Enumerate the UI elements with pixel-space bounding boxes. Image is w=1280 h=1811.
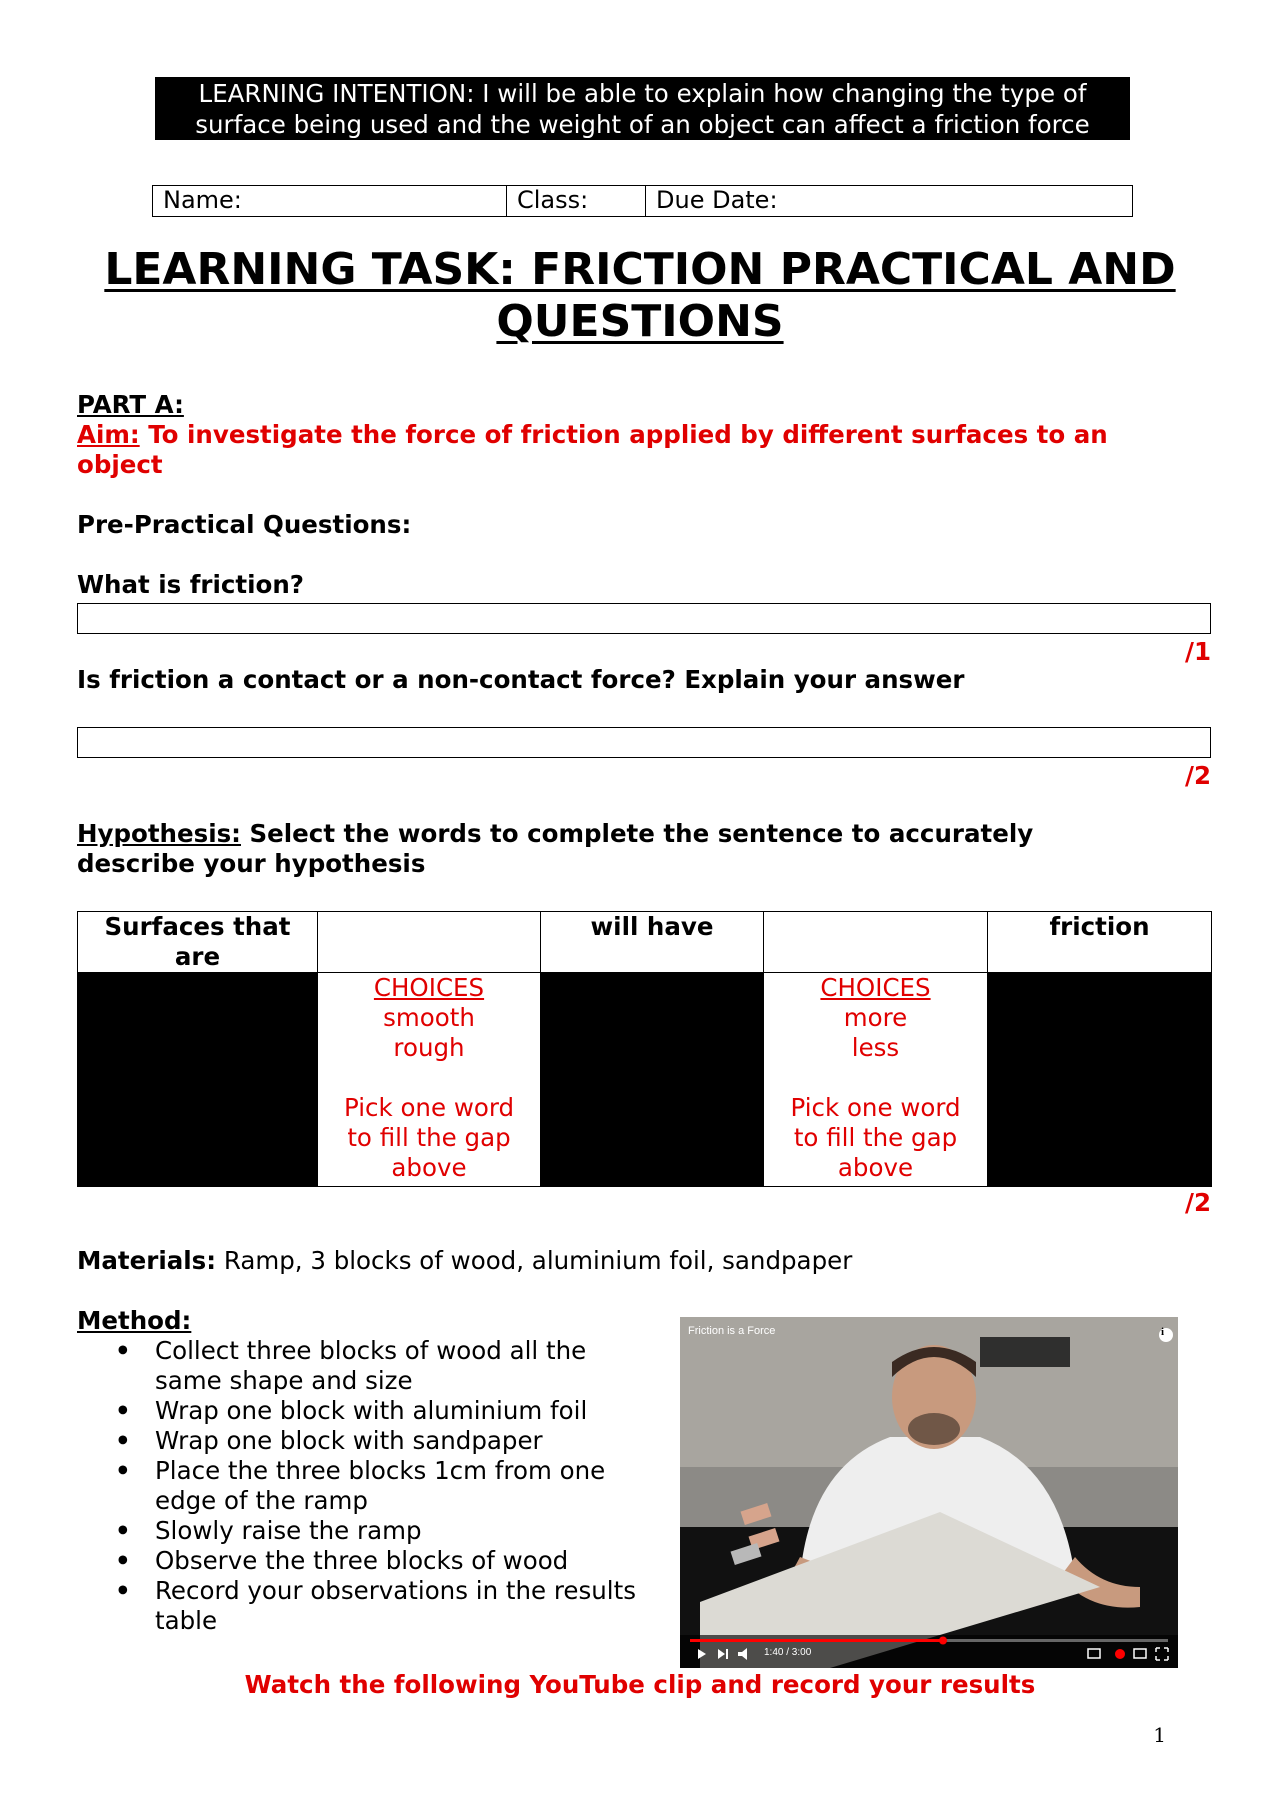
bullet-icon: • [115,1516,131,1545]
choices-surface [318,973,541,1187]
choices-title: CHOICES [820,973,931,1002]
hypothesis-table [77,911,1212,1187]
choice-hint: Pick one word [343,1093,515,1122]
student-info-row [152,185,1133,217]
learning-intention-line2: surface being used and the weight of an object can affect a friction force [195,110,1090,139]
choices-title: CHOICES [373,973,485,1002]
video-time: 1:40 / 3:00 [764,1647,812,1658]
hypothesis-instruction [77,819,1217,879]
answer-box-1[interactable] [77,603,1211,634]
materials-label: Materials: [77,1246,217,1275]
aim-label: Aim: [77,420,140,449]
hypothesis-choices-row [78,973,1212,1187]
hypothesis-text-line2: describe your hypothesis [77,849,426,878]
choices-amount [764,973,988,1187]
blank-gap-2[interactable] [764,912,988,973]
choice-hint: above [837,1153,914,1182]
learning-intention-banner [155,77,1130,140]
choice-option[interactable]: rough [393,1033,465,1062]
blank-gap-1[interactable] [318,912,541,973]
question-2: Is friction a contact or a non-contact force? Explain your answer [77,665,965,694]
learning-intention-line1: LEARNING INTENTION: I will be able to explain how changing the type of [198,79,1087,108]
title-line2: QUESTIONS [496,296,784,347]
method-step: • Wrap one block with aluminium foil [115,1396,588,1425]
method-step: • Collect three blocks of wood all the same shape and size [115,1336,587,1395]
header-will-have: will have [541,912,764,973]
method-step: • Observe the three blocks of wood [115,1546,569,1575]
question-2-mark: /2 [1185,761,1211,790]
hypothesis-header-row [78,912,1212,973]
choice-hint: to fill the gap [793,1123,958,1152]
materials [77,1246,852,1276]
video-title[interactable]: Friction is a Force [688,1325,776,1337]
black-cell [78,973,318,1187]
method-step: • Wrap one block with sandpaper [115,1426,543,1455]
video-info-letter[interactable]: i [1161,1326,1165,1338]
choice-option[interactable]: less [851,1033,900,1062]
watch-instruction: Watch the following YouTube clip and record your results [244,1670,1036,1699]
method-list [115,1336,655,1636]
bullet-icon: • [115,1336,131,1365]
choice-hint: Pick one word [790,1093,961,1122]
choice-hint: above [391,1153,467,1182]
bullet-icon: • [115,1396,131,1425]
video-frame [680,1317,1178,1668]
bullet-icon: • [115,1456,131,1485]
question-1: What is friction? [77,570,305,599]
hypothesis-label: Hypothesis: [77,819,241,848]
settings-icon [1115,1649,1125,1659]
answer-box-2[interactable] [77,727,1211,758]
class-field[interactable]: Class: [507,186,646,216]
method-step: • Slowly raise the ramp [115,1516,422,1545]
part-a-heading: PART A: [77,390,184,419]
choice-option[interactable]: smooth [383,1003,475,1032]
page-number: 1 [1153,1723,1166,1747]
method-step: • Record your observations in the results table [115,1576,636,1635]
question-1-mark: /1 [1185,637,1211,666]
hypothesis-text-line1: Select the words to complete the sentence to accurately [240,819,1034,848]
youtube-video-player[interactable] [680,1317,1178,1668]
choice-hint: to fill the gap [347,1123,511,1152]
hypothesis-mark: /2 [1185,1188,1211,1217]
title-line1: LEARNING TASK: FRICTION PRACTICAL AND [104,244,1176,295]
header-friction: friction [988,912,1212,973]
aim-text-line2: object [77,450,163,479]
header-surfaces: Surfaces that are [78,912,318,973]
bullet-icon: • [115,1426,131,1455]
choice-option[interactable]: more [843,1003,908,1032]
black-cell [541,973,764,1187]
method-step: • Place the three blocks 1cm from one edge of the ramp [115,1456,606,1515]
materials-text: Ramp, 3 blocks of wood, aluminium foil, sandpaper [216,1246,853,1275]
method-heading: Method: [77,1306,192,1335]
name-field[interactable]: Name: [153,186,507,216]
due-date-field[interactable]: Due Date: [656,186,778,214]
pre-practical-heading: Pre-Practical Questions: [77,510,412,539]
bullet-icon: • [115,1546,131,1575]
page-title [80,244,1200,348]
bullet-icon: • [115,1576,131,1605]
black-cell [988,973,1212,1187]
aim-text-line1: To investigate the force of friction applied by different surfaces to an [139,420,1108,449]
aim [77,420,1217,480]
